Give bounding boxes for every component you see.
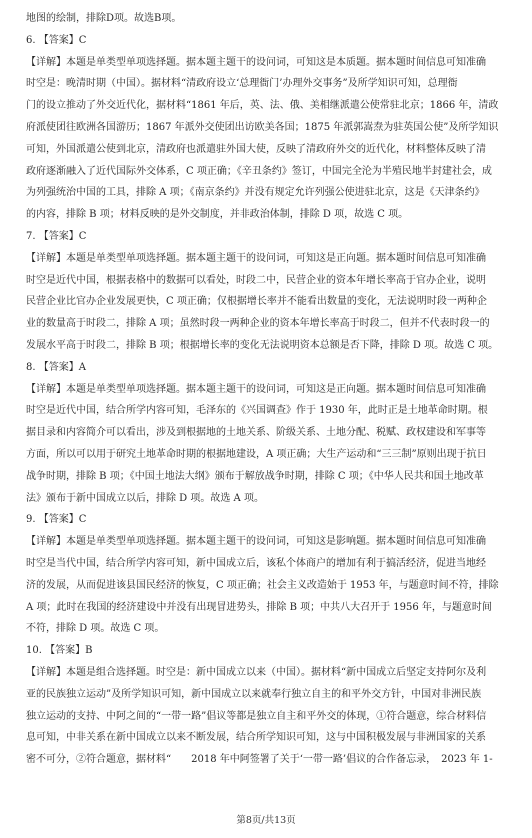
question-heading: 9. 【答案】C — [26, 514, 87, 526]
text-line: 民营企业比官办企业发展更快，C 项正确；仅根据增长率并不能看出数量的变化，无法说明时段一两种企 — [26, 296, 487, 308]
text-line: 法》颁布于新中国成立以后，排除 D 项。故选 A 项。 — [26, 492, 264, 504]
text-line: 【详解】本题是单类型单项选择题。据本题主题干的设问词，可知这是正向题。据本题时间信息可知准确 — [26, 383, 486, 395]
text-line: 战争时期，排除 B 项；《中国土地法大纲》颁布于解放战争时期，排除 C 项；《中华人民共和国土地改革 — [26, 470, 484, 482]
text-line: 为列强统治中国的工具，排除 A 项；《南京条约》并没有规定允许列强公使进驻北京，这是《天津条约》 — [26, 187, 485, 199]
text-line: 时空是近代中国，根据表格中的数据可以看处，时段二中，民营企业的资本年增长率高于官办企业，说明 — [26, 274, 486, 286]
text-line: 独立运动的支持、中阿之间的“一带一路”倡议等都是独立自主和平外交的体现，①符合题意，综合材料信 — [26, 710, 487, 722]
text-line: 【详解】本题是单类型单项选择题。据本题主题干的设问词，可知这是正向题。据本题时间信息可知准确 — [26, 252, 486, 264]
text-line: 政府逐渐融入了近代国际外交体系，C 项正确；《辛丑条约》签订，中国完全沦为半殖民地半封建社会，成 — [26, 165, 492, 177]
text-line: 时空是：晚清时期（中国）。据材料“清政府设立‘总理衙门’办理外交事务”及所学知识可知，总理衙 — [26, 78, 458, 90]
text-line: 地图的绘制，排除D项。故选B项。 — [26, 13, 182, 24]
text-line: 时空是当代中国，结合所学内容可知，新中国成立后，该私个体商户的增加有利于搞活经济，促进当地经 — [26, 557, 486, 569]
text-line: 据目录和内容简介可以看出，涉及到根据地的土地关系、阶级关系、土地分配、税赋、政权建设和军事等 — [26, 427, 486, 439]
text-line: 府派使团往欧洲各国游历；1867 年派外交使团出访欧美各国；1875 年派郭嵩焘为驻英国公使”及所学知识 — [26, 121, 499, 133]
text-line: 密不可分，②符合题意，据材料“ 2018 年中阿签署了关于‘一带一路’倡议的合作备忘录， 2023 年 1- — [26, 754, 493, 766]
text-line: 可知，外国派遣公使到北京，清政府也派遣驻外国大使，反映了清政府外交的近代化，材料整体反映了清 — [26, 143, 486, 155]
question-heading: 10. 【答案】B — [26, 645, 93, 657]
text-line: A 项；此时在我国的经济建设中并没有出现冒进势头，排除 B 项；中共八大召开于 1956 年，与题意时间 — [26, 601, 492, 613]
text-line: 息可知，中非关系在新中国成立以来不断发展，结合所学知识可知，这与中国积极发展与非洲国家的关系 — [26, 732, 486, 744]
text-line: 发展水平高于时段二，排除 B 项；根据增长率的变化无法说明资本总额是否下降，排除 D 项。故选 C 项。 — [26, 339, 499, 351]
text-line: 亚的民族独立运动”及所学知识可知，新中国成立以来就奉行独立自主的和平外交方针，中国对非洲民族 — [26, 688, 482, 700]
text-line: 方面，所以可以用于研究土地革命时期的根据地建设，A 项正确；大生产运动和“三三制”原则出现于抗日 — [26, 448, 487, 460]
question-heading: 7. 【答案】C — [26, 230, 87, 242]
page-number-footer: 第8页/共13页 — [236, 815, 296, 826]
question-heading: 8. 【答案】A — [26, 361, 86, 373]
text-line: 【详解】本题是单类型单项选择题。据本题主题干的设问词，可知这是本质题。据本题时间信息可知准确 — [26, 56, 486, 68]
text-line: 时空是近代中国，结合所学内容可知，毛泽东的《兴国调查》作于 1930 年，此时正是土地革命时期。根 — [26, 405, 488, 417]
text-line: 【详解】本题是组合选择题。时空是：新中国成立以来（中国）。据材料“新中国成立后坚定支持阿尔及利 — [26, 666, 487, 678]
text-line: 济的发展，从而促进该县国民经济的恢复，C 项正确；社会主义改造始于 1953 年，与题意时间不符，排除 — [26, 579, 499, 591]
text-line: 门的设立推动了外交近代化，据材料“1861 年后，英、法、俄、美相继派遣公使常驻北京；1866 年，清政 — [26, 100, 499, 112]
text-line: 不符，排除 D 项。故选 C 项。 — [26, 623, 165, 635]
text-line: 的内容，排除 B 项；材料反映的是外交制度，并非政治体制，排除 D 项，故选 C 项。 — [26, 209, 409, 221]
page-body — [26, 8, 514, 771]
text-line: 业的数量高于时段二，排除 A 项；虽然时段一两种企业的资本年增长率高于时段二，但并不代表时段一的 — [26, 318, 490, 330]
text-line: 【详解】本题是单类型单项选择题。据本题主题干的设问词，可知这是影响题。据本题时间信息可知准确 — [26, 536, 486, 548]
question-heading: 6. 【答案】C — [26, 34, 87, 46]
